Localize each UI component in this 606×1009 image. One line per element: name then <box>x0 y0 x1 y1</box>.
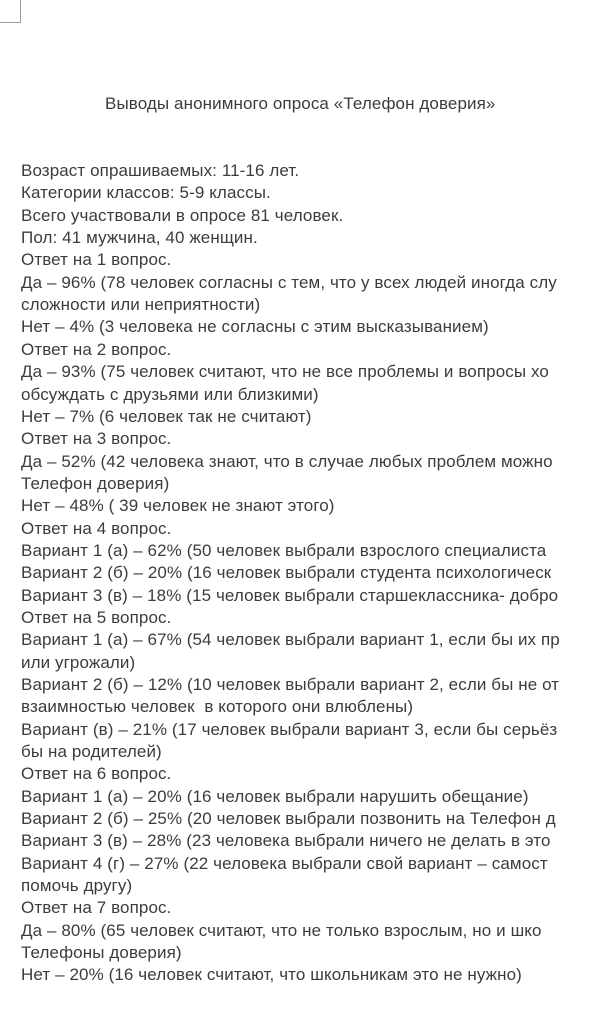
cropped-table-cell-border <box>0 0 21 23</box>
document-line: Нет – 48% ( 39 человек не знают этого) <box>21 496 335 516</box>
document-line: Вариант (в) – 21% (17 человек выбрали вариант 3, если бы серьёз <box>21 719 558 739</box>
document-line: Всего участвовали в опросе 81 человек. <box>21 205 344 225</box>
document-line: Возраст опрашиваемых: 11-16 лет. <box>21 161 300 181</box>
document-line: обсуждать с друзьями или близкими) <box>21 384 319 404</box>
document-lines <box>21 160 606 987</box>
document-line: Вариант 2 (б) – 20% (16 человек выбрали студента психологическ <box>21 563 552 583</box>
document-line: Телефон доверия) <box>21 473 170 493</box>
document-line: взаимностью человек в которого они влюблены) <box>21 697 414 717</box>
document-line: Категории классов: 5-9 классы. <box>21 183 271 203</box>
document-line: Вариант 1 (а) – 67% (54 человек выбрали вариант 1, если бы их пр <box>21 630 560 650</box>
document-line: или угрожали) <box>21 652 136 672</box>
document-line: Ответ на 6 вопрос. <box>21 764 172 784</box>
document-title: Выводы анонимного опроса «Телефон доверия» <box>105 94 496 114</box>
document-line: Пол: 41 мужчина, 40 женщин. <box>21 228 258 248</box>
document-line: Вариант 1 (а) – 20% (16 человек выбрали нарушить обещание) <box>21 786 529 806</box>
document-line: Вариант 3 (в) – 18% (15 человек выбрали старшеклассника- добро <box>21 585 559 605</box>
document-line: Нет – 20% (16 человек считают, что школьникам это не нужно) <box>21 965 522 985</box>
document-line: Ответ на 5 вопрос. <box>21 607 172 627</box>
document-line: Нет – 7% (6 человек так не считают) <box>21 406 312 426</box>
document-line: Вариант 1 (а) – 62% (50 человек выбрали взрослого специалиста <box>21 540 547 560</box>
document-line: Телефоны доверия) <box>21 943 182 963</box>
document-line: Да – 52% (42 человека знают, что в случае любых проблем можно <box>21 451 553 471</box>
document-line: Да – 80% (65 человек считают, что не только взрослым, но и шко <box>21 920 542 940</box>
document-line: Нет – 4% (3 человека не согласны с этим высказыванием) <box>21 317 489 337</box>
document-line: Ответ на 3 вопрос. <box>21 429 172 449</box>
document-line: Да – 93% (75 человек считают, что не все проблемы и вопросы хо <box>21 362 549 382</box>
document-line: помочь другу) <box>21 876 133 896</box>
document-line: Ответ на 1 вопрос. <box>21 250 172 270</box>
document-line: сложности или неприятности) <box>21 295 261 315</box>
document-line: Ответ на 7 вопрос. <box>21 898 172 918</box>
document-line: Да – 96% (78 человек согласны с тем, что у всех людей иногда слу <box>21 272 557 292</box>
document-line: Вариант 3 (в) – 28% (23 человека выбрали ничего не делать в это <box>21 831 551 851</box>
document-line: Вариант 4 (г) – 27% (22 человека выбрали свой вариант – самост <box>21 853 548 873</box>
document-line: Вариант 2 (б) – 12% (10 человек выбрали вариант 2, если бы не от <box>21 674 560 694</box>
document-line: Ответ на 4 вопрос. <box>21 518 172 538</box>
document-line: Вариант 2 (б) – 25% (20 человек выбрали позвонить на Телефон д <box>21 809 556 829</box>
document-line: Ответ на 2 вопрос. <box>21 339 172 359</box>
document-line: бы на родителей) <box>21 742 162 761</box>
